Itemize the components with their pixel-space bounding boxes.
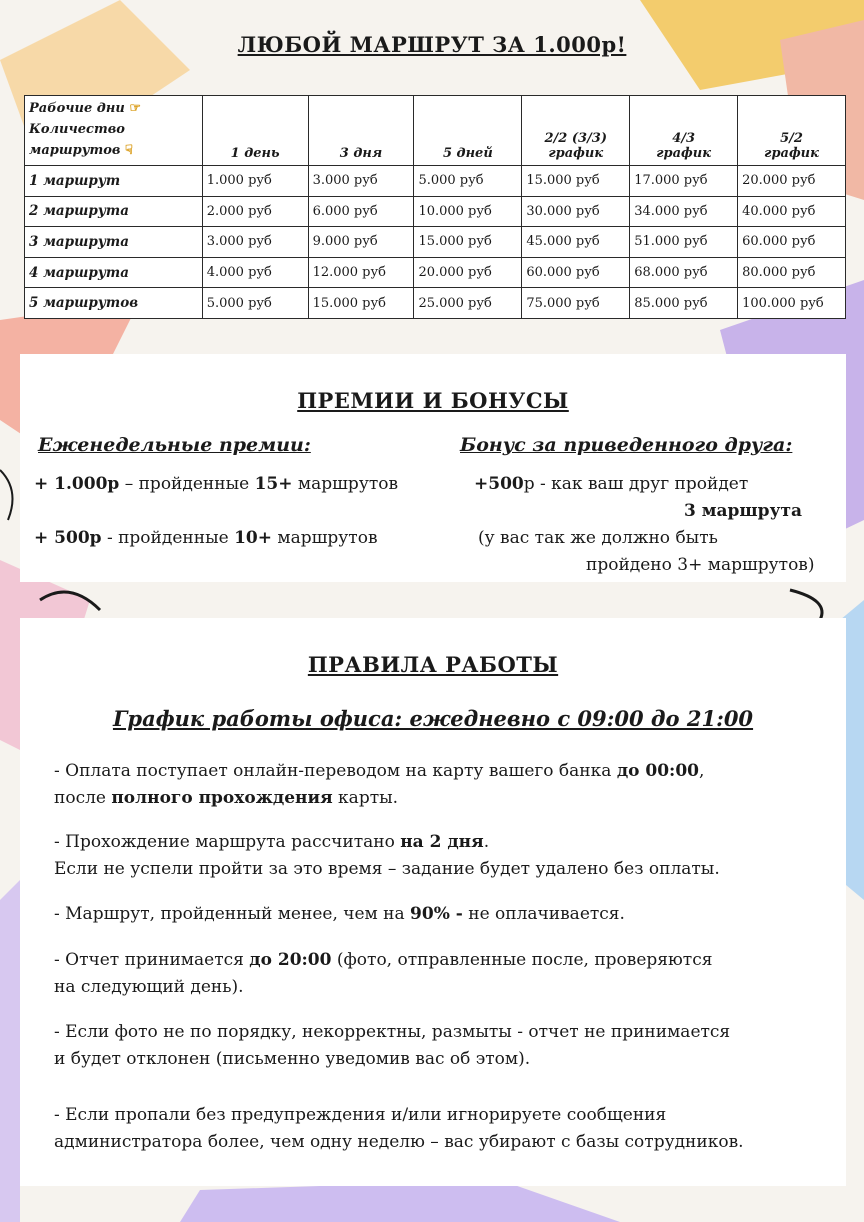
table-cell: 5.000 руб (414, 166, 522, 197)
table-cell: 3.000 руб (308, 166, 414, 197)
price-table (24, 95, 846, 319)
row-label: 5 маршрутов (25, 288, 203, 319)
table-cell: 15.000 руб (308, 288, 414, 319)
rule-completion: - Маршрут, пройденный менее, чем на 90% - не оплачивается. (54, 904, 625, 924)
table-cell: 9.000 руб (308, 227, 414, 258)
row-label: 4 маршрута (25, 257, 203, 288)
office-schedule: График работы офиса: ежедневно с 09:00 до 21:00 (112, 706, 754, 731)
table-cell: 68.000 руб (630, 257, 738, 288)
weekly-bonus-line-2: + 500р - пройденные 10+ маршрутов (34, 528, 378, 548)
header-cell: 5 дней (414, 96, 522, 166)
rule-report-deadline: - Отчет принимается до 20:00 (фото, отправленные после, проверяются на следующий день). (54, 950, 713, 997)
header-cell: 4/3 график (630, 96, 738, 166)
table-cell: 15.000 руб (414, 227, 522, 258)
bg-squiggle-mid (0, 470, 13, 520)
header-cell: 1 день (202, 96, 308, 166)
table-corner-cell (25, 96, 203, 166)
price-table-container (24, 95, 846, 319)
table-cell: 30.000 руб (522, 196, 630, 227)
friend-bonus-title: Бонус за приведенного друга: (460, 434, 793, 456)
table-cell: 60.000 руб (738, 227, 846, 258)
rule-payment: - Оплата поступает онлайн-переводом на карту вашего банка до 00:00, после полного прохождения карты. (54, 761, 705, 808)
table-cell: 1.000 руб (202, 166, 308, 197)
table-row (25, 288, 846, 319)
table-cell: 15.000 руб (522, 166, 630, 197)
row-label: 2 маршрута (25, 196, 203, 227)
bonuses-panel (20, 354, 846, 582)
table-cell: 25.000 руб (414, 288, 522, 319)
weekly-bonus-line-1: + 1.000р – пройденные 15+ маршрутов (34, 474, 399, 494)
friend-bonus-line-1: +500р - как ваш друг пройдет (474, 474, 749, 494)
table-cell: 34.000 руб (630, 196, 738, 227)
table-header-row (25, 96, 846, 166)
table-cell: 100.000 руб (738, 288, 846, 319)
bg-squiggle-right (790, 590, 822, 620)
table-cell: 60.000 руб (522, 257, 630, 288)
header-cell: 3 дня (308, 96, 414, 166)
table-cell: 12.000 руб (308, 257, 414, 288)
table-cell: 80.000 руб (738, 257, 846, 288)
table-cell: 20.000 руб (414, 257, 522, 288)
rules-panel (20, 618, 846, 1186)
rule-photo-quality: - Если фото не по порядку, некорректны, размыты - отчет не принимается и будет отклонен (письменно уведомив вас об этом). (54, 1022, 731, 1069)
weekly-bonus-title: Еженедельные премии: (38, 434, 311, 456)
corner-label-days: Рабочие дни (29, 101, 125, 116)
row-label: 1 маршрут (25, 166, 203, 197)
rule-absence: - Если пропали без предупреждения и/или игнорируете сообщения администратора более, чем одну неделю – вас убирают с базы сотрудников. (54, 1105, 744, 1152)
table-cell: 75.000 руб (522, 288, 630, 319)
friend-bonus-line-3: (у вас так же должно быть (478, 528, 718, 548)
corner-label-routes: маршрутов (29, 143, 121, 158)
corner-label-count: Количество (29, 122, 125, 137)
hand-right-icon: ☞ (129, 101, 141, 116)
table-row (25, 227, 846, 258)
table-cell: 40.000 руб (738, 196, 846, 227)
bg-shape-violet (0, 880, 20, 1222)
table-cell: 20.000 руб (738, 166, 846, 197)
table-cell: 45.000 руб (522, 227, 630, 258)
friend-bonus-line-2: 3 маршрута (684, 501, 803, 521)
hand-down-icon: ☟ (125, 143, 133, 158)
table-cell: 85.000 руб (630, 288, 738, 319)
table-cell: 6.000 руб (308, 196, 414, 227)
table-row (25, 196, 846, 227)
table-cell: 4.000 руб (202, 257, 308, 288)
bonuses-title: ПРЕМИИ И БОНУСЫ (297, 388, 569, 413)
rules-title: ПРАВИЛА РАБОТЫ (307, 652, 559, 677)
table-row (25, 257, 846, 288)
table-cell: 17.000 руб (630, 166, 738, 197)
friend-bonus-line-4: пройдено 3+ маршрутов) (586, 555, 815, 575)
header-cell: 2/2 (3/3) график (522, 96, 630, 166)
rule-duration: - Прохождение маршрута рассчитано на 2 дня. Если не успели пройти за это время – задание будет удалено без оплаты. (54, 832, 720, 879)
table-cell: 3.000 руб (202, 227, 308, 258)
page-title: ЛЮБОЙ МАРШРУТ ЗА 1.000р! (237, 32, 627, 57)
table-cell: 51.000 руб (630, 227, 738, 258)
table-cell: 2.000 руб (202, 196, 308, 227)
bg-shape-bottom (180, 1180, 620, 1222)
table-row (25, 166, 846, 197)
header-cell: 5/2 график (738, 96, 846, 166)
table-cell: 5.000 руб (202, 288, 308, 319)
table-cell: 10.000 руб (414, 196, 522, 227)
row-label: 3 маршрута (25, 227, 203, 258)
